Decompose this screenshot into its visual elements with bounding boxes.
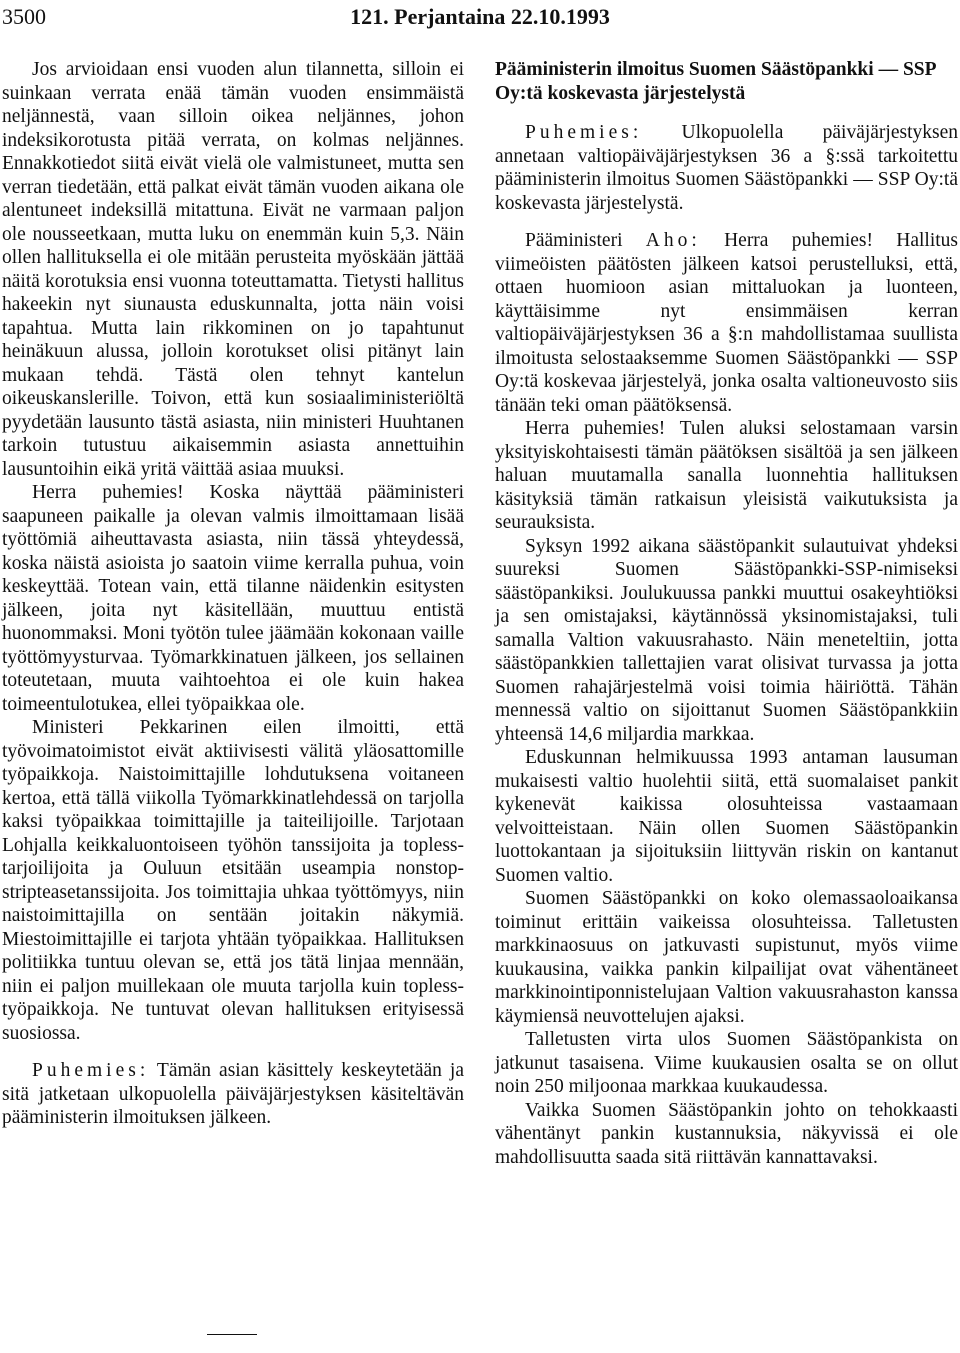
speaker-paragraph bbox=[495, 229, 958, 417]
paragraph: Suomen Säästöpankki on koko olemassaoloaikansa toiminut erittäin vaikeissa olosuhteissa. Talletusten markkinaosuus on jatkuvasti supistunut, myös viime kuukausina, vaikka pankin kilpailijat ovat vähentäneet markkinointiponnistelujaan Valtion vakuusrahaston kanssa käymiensä neuvottelujen ajaksi. bbox=[495, 888, 958, 1027]
left-column bbox=[2, 58, 464, 1130]
speaker-label: Puhemies: bbox=[32, 1060, 150, 1081]
paragraph: Talletusten virta ulos Suomen Säästöpankista on jatkunut tasaisena. Viime kuukausien osalta se on ollut noin 250 miljoonaa markkaa kuukaudessa. bbox=[495, 1029, 958, 1097]
speaker-paragraph bbox=[2, 1059, 464, 1130]
right-column bbox=[495, 58, 958, 1169]
paragraph: Vaikka Suomen Säästöpankin johto on tehokkaasti vähentänyt pankin kustannuksia, näkyvissä ei ole mahdollisuutta saada sitä riittävän kannattavaksi. bbox=[495, 1099, 958, 1168]
page-header bbox=[0, 4, 960, 30]
paragraph: Jos arvioidaan ensi vuoden alun tilannetta, silloin ei suinkaan verrata enää tämän vuoden ensimmäistä neljännestä, vaan silloin oikea neljännes, johon indeksikorotusta pitää verrata, on kolmas neljännes. Ennakkotiedot siitä eivät vielä ole valmistuneet, mutta sen verran tiedetään, että palkat eivät tämän vuoden aikana ole alentuneet indeksillä mitattuna. Eivät ne varmaan paljon ole nousseetkaan, mutta luku on enemmän kuin 5,3. Näin ollen hallituksella ei ole mitään perusteita myöskään jättää näitä korotuksia ensi vuonna toteuttamatta. Tietysti hallitus hakeekin nyt siunausta eduskunnalta, jotta näin voisi tapahtua. Mutta lain rikkominen on jo tapahtunut heinäkuun alussa, jolloin korotukset olisi pitänyt lain mukaan tehdä. Tästä olen tehnyt kantelun oikeuskanslerille. Toivon, että kun sosiaaliministeriöltä pyydetään lausunto tästä asiasta, niin ministeri Huuhtanen tarkoin tutustuu aikaisemmin asiasta annettuihin lausuntoihin eikä yritä väittää asiaa muuksi. bbox=[2, 59, 464, 480]
speaker-paragraph bbox=[495, 121, 958, 215]
speaker-name: Aho: bbox=[645, 230, 701, 251]
speaker-text: Ulkopuolella päiväjärjestyksen annetaan valtiopäiväjärjestyksen 36 a §:ssä tarkoitettu pääministerin ilmoitus Suomen Säästöpankki — SSP Oy:tä koskevasta järjestelystä. bbox=[495, 122, 958, 214]
speaker-title: Pääministeri bbox=[525, 230, 623, 251]
end-rule bbox=[207, 1334, 257, 1335]
paragraph: Ministeri Pekkarinen eilen ilmoitti, että työvoimatoimistot eivät aktiivisesti välitä yläosattomille työpaikkoja. Naistoimittajille lohdutuksena voitaneen kertoa, että tällä viikolla Työmarkkinatlehdessä on tarjolla kaksi työpaikkaa toimittajille ja taiteilijoille. Tarjotaan Lohjalla keikkaluontoiseen työhön tanssijoita ja topless-tarjoilijoita ja Ouluun etsitään useampia nonstop-stripteasetanssijoita. Jos toimittajia uhkaa työttömyys, niin naistoimittajilla on sentään joitakin näkymiä. Miestoimittajille ei tarjota yhtään työpaikkaa. Hallituksen politiikka tuntuu olevan se, että jos tätä linjaa mennään, niin ei paljon muillekaan ole muuta tarjolla kuin topless-työpaikkoja. Ne tuntuvat olevan hallituksen erityisessä suosiossa. bbox=[2, 717, 464, 1044]
speaker-text: Tämän asian käsittely keskeytetään ja sitä jatketaan ulkopuolella päiväjärjestyksen käsiteltävän pääministerin ilmoituksen jälkeen. bbox=[2, 1060, 464, 1128]
speaker-text: Herra puhemies! Hallitus viimeöisten päätösten jälkeen katsoi perustelluksi, että, ottaen huomioon asian mittaluokan ja luonteen, käyttäisimme nyt ensimmäisen kerran valtiopäiväjärjestyksen 36 a §:n mahdollistamaa suullista ilmoitusta selostaaksemme Suomen Säästöpankki — SSP Oy:tä koskevaa järjestelyä, jonka osalta valtioneuvosto siis tänään teki oman päätöksensä. bbox=[495, 230, 959, 416]
page-number: 3500 bbox=[2, 4, 46, 29]
paragraph: Syksyn 1992 aikana säästöpankit sulautuivat yhdeksi suureksi Suomen Säästöpankki-SSP-nimiseksi säästöpankiksi. Joulukuussa pankki muuttui osakeyhtiöksi ja sen omistajaksi, käytännössä yksinomistajaksi, tuli samalla Valtion vakuusrahasto. Näin meneteltiin, jotta säästöpankkien tallettajien varat olisivat turvassa ja jotta Suomen rahajärjestelmä voisi toimia häiriöttä. Tähän mennessä valtio on sijoittanut Suomen Säästöpankkiin yhteensä 14,6 miljardia markkaa. bbox=[495, 535, 958, 745]
paragraph: Eduskunnan helmikuussa 1993 antaman lausuman mukaisesti valtio huolehtii siitä, että suomalaiset pankit kykenevät kaikissa olosuhteissa vastaamaan velvoitteistaan. Näin ollen Suomen Säästöpankin luottokantaan ja sijoituksiin liittyvän riskin on kantanut Suomen valtio. bbox=[495, 747, 958, 886]
speaker-label: Puhemies: bbox=[525, 122, 643, 143]
session-date: 121. Perjantaina 22.10.1993 bbox=[350, 4, 610, 29]
paragraph: Herra puhemies! Tulen aluksi selostamaan varsin yksityiskohtaisesti tämän päätöksen sisältöä ja sen jälkeen haluan muutamalla sanalla luonnehtia hallituksen käsityksiä tämän ratkaisun yleisistä vaikutuksista ja seurauksista. bbox=[495, 418, 958, 533]
paragraph: Herra puhemies! Koska näyttää pääministeri saapuneen paikalle ja olevan valmis ilmoittamaan lisää työttömiä aiheuttavasta asiasta, niin tässä yhteydessä, koska näistä asioista jo saatoin viime kerralla puhua, voin keskeyttää. Totean vain, että tilanne näidenkin esitysten jälkeen, joita nyt käsitellään, muuttuu entistä huonommaksi. Moni työtön tulee jäämään kokonaan vaille työttömyysturvaa. Työmarkkinatuen jälkeen, jos sellainen toteutetaan, muuta vaihtoehtoa ei ole kuin hakea toimeentulotukea, ellei työpaikkaa ole. bbox=[2, 482, 464, 715]
section-heading: Pääministerin ilmoitus Suomen Säästöpankki — SSP Oy:tä koskevasta järjestelystä bbox=[495, 59, 936, 104]
